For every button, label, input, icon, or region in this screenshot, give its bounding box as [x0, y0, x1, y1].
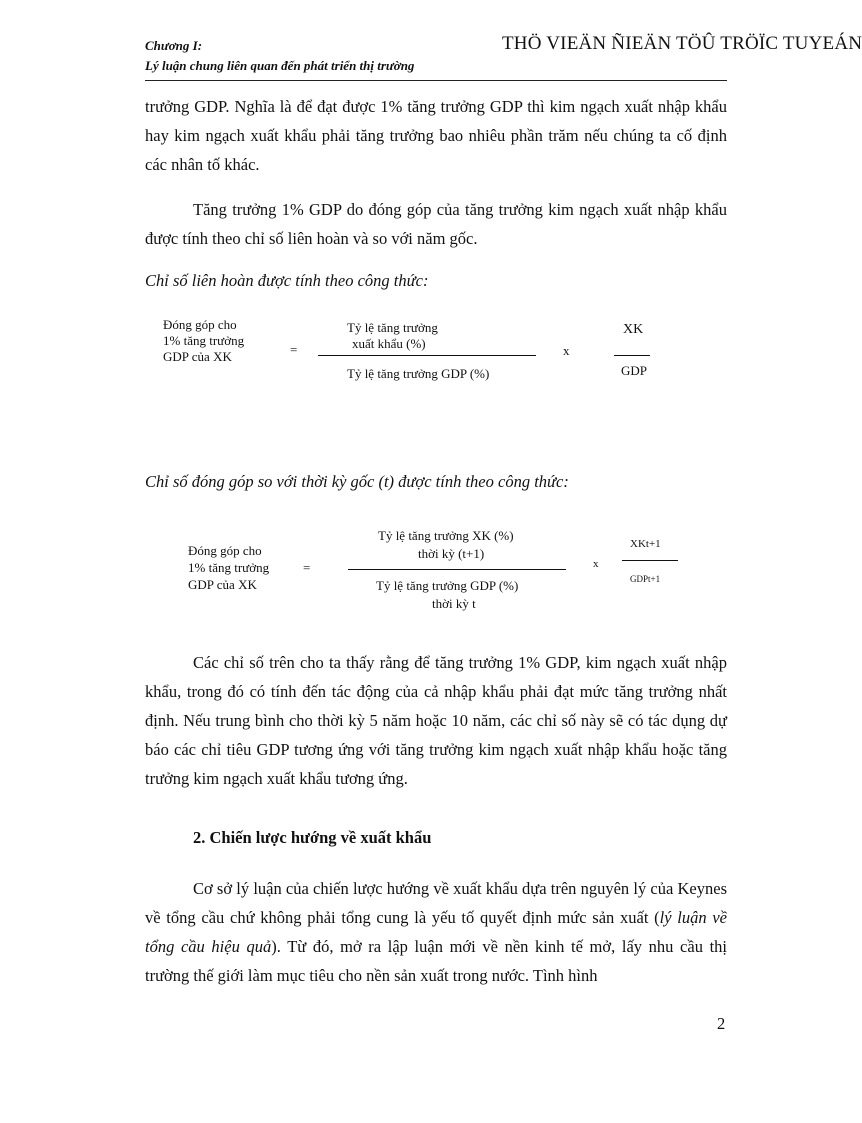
formula1-lhs-line1: Đóng góp cho	[163, 317, 237, 332]
formula2-denominator-line2: thời kỳ t	[432, 596, 476, 611]
formula1-numerator-line1: Tỷ lệ tăng trưởng	[347, 320, 438, 335]
formula1-fraction-bar	[318, 355, 536, 356]
formula2-ratio-bar	[622, 560, 678, 561]
formula2-times: x	[593, 558, 599, 570]
paragraph-growth-contribution: Tăng trưởng 1% GDP do đóng góp của tăng trưởng kim ngạch xuất nhập khẩu được tính theo chỉ số liên hoàn và so với năm gốc.	[145, 200, 727, 248]
formula1-times: x	[563, 343, 570, 358]
formula1-lhs-line2: 1% tăng trưởng	[163, 333, 245, 348]
formula2-numerator-line2: thời kỳ (t+1)	[418, 546, 485, 561]
formula1-ratio-bar	[614, 355, 650, 356]
header-chapter: Chương I:	[145, 38, 203, 53]
formula2-ratio-top: XKt+1	[630, 538, 661, 550]
section-heading: 2. Chiến lược hướng về xuất khẩu	[193, 828, 432, 847]
header-subtitle: Lý luận chung liên quan đến phát triển thị trường	[145, 58, 415, 73]
formula1-lhs-line3: GDP của XK	[163, 349, 232, 364]
formula2-ratio-bottom: GDPt+1	[630, 574, 661, 584]
paragraph-indicators: Các chỉ số trên cho ta thấy rằng để tăng trưởng 1% GDP, kim ngạch xuất nhập khẩu, trong đó có tính đến tác động của cả nhập khẩu phải đạt mức tăng trưởng nhất định. Nếu trung bình cho thời kỳ 5 năm hoặc 10 năm, các chỉ số này sẽ có tác dụng dự báo các chỉ tiêu GDP tương ứng với tăng trưởng kim ngạch xuất nhập khẩu hoặc tăng trưởng kim ngạch xuất khẩu tương ứng.	[145, 653, 727, 788]
formula2-title: Chỉ số đóng góp so với thời kỳ gốc (t) được tính theo công thức:	[145, 472, 569, 491]
formula1-numerator-line2: xuất khẩu (%)	[352, 336, 426, 351]
formula2-numerator-line1: Tỷ lệ tăng trưởng XK (%)	[378, 528, 514, 543]
paragraph-continuation: trưởng GDP. Nghĩa là để đạt được 1% tăng trưởng GDP thì kim ngạch xuất nhập khẩu hay kim ngạch xuất khẩu phải tăng trưởng bao nhiêu phần trăm nếu chúng ta cố định các nhân tố khác.	[145, 97, 727, 174]
formula2-fraction-bar	[348, 569, 566, 570]
paragraph-export-strategy-part2: ). Từ đó, mở ra lập luận mới về nền kinh tế mở, lấy nhu cầu thị trường thế giới làm mục tiêu cho nền sản xuất trong nước. Tình hình	[145, 937, 727, 985]
formula1-denominator: Tỷ lệ tăng trưởng GDP (%)	[347, 366, 490, 381]
formula2-lhs-line3: GDP của XK	[188, 577, 257, 592]
formula2-equals: =	[303, 560, 311, 575]
formula1-ratio-bottom: GDP	[621, 363, 648, 378]
formula1-equals: =	[290, 342, 298, 357]
paragraph-export-strategy	[145, 874, 727, 990]
formula1-ratio-top: XK	[623, 322, 644, 337]
paragraph-export-strategy-italic: lý luận về tổng cầu hiệu quả	[145, 908, 727, 956]
header-divider	[145, 80, 727, 81]
formula1-title: Chỉ số liên hoàn được tính theo công thức:	[145, 271, 429, 290]
header-library-title: THÖ VIEÄN ÑIEÄN TÖÛ TRÖÏC TUYEÁN	[502, 33, 862, 54]
paragraph-export-strategy-part1: Cơ sở lý luận của chiến lược hướng về xuất khẩu dựa trên nguyên lý của Keynes về tổng cầu chứ không phải tổng cung là yếu tố quyết định mức sản xuất (	[145, 879, 727, 927]
formula2-lhs-line1: Đóng góp cho	[188, 543, 262, 558]
page-number: 2	[717, 1014, 726, 1033]
formula2-denominator-line1: Tỷ lệ tăng trưởng GDP (%)	[376, 578, 519, 593]
formula2-lhs-line2: 1% tăng trưởng	[188, 560, 270, 575]
